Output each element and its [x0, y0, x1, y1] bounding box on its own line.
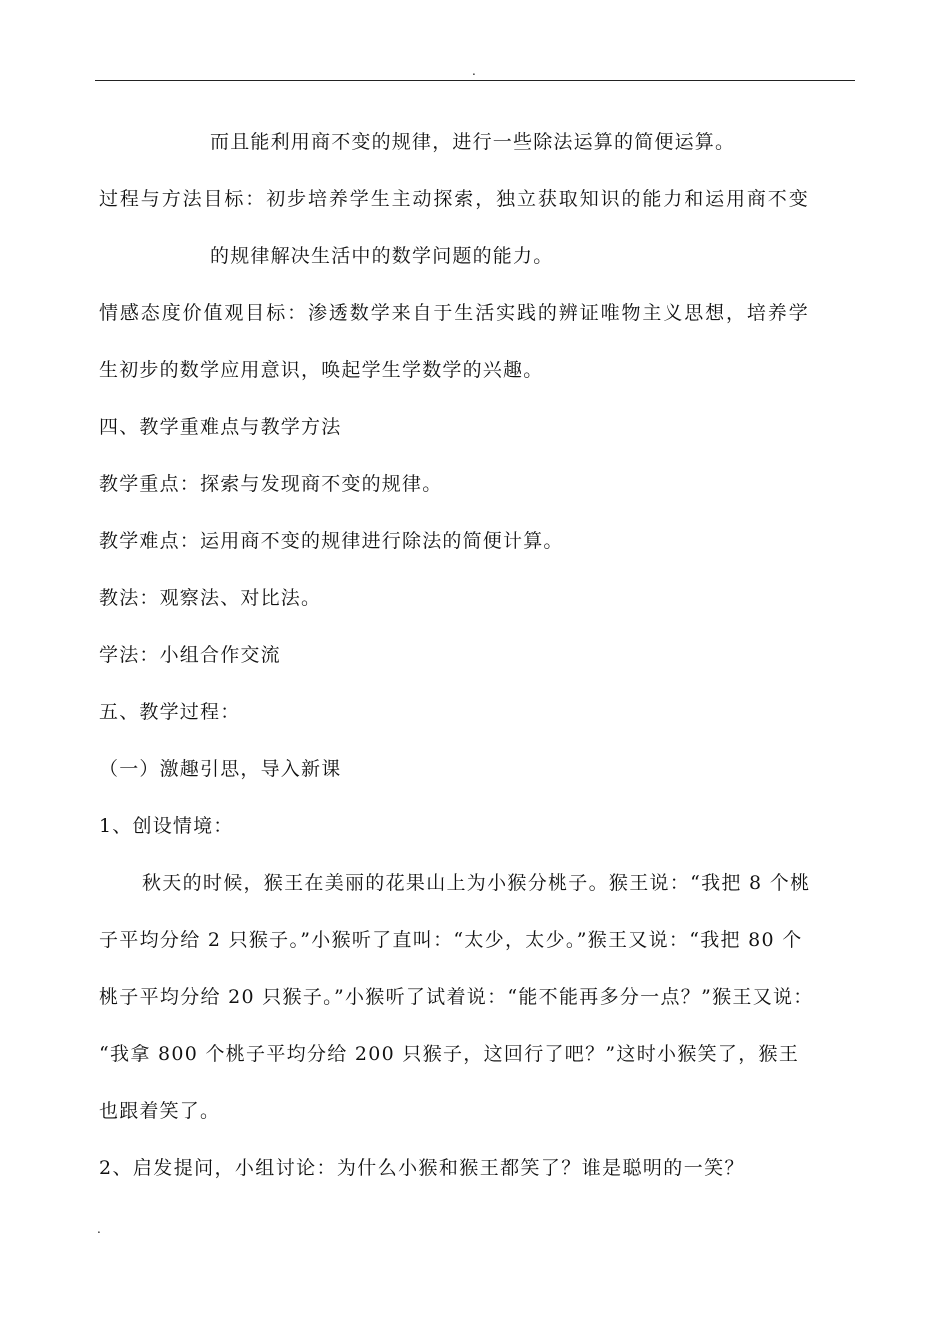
text-line: 也跟着笑了。: [99, 1100, 221, 1122]
subsection-heading: （一）激趣引思，导入新课: [99, 758, 342, 780]
text-line: 1、创设情境：: [99, 815, 234, 837]
section-heading: 四、教学重难点与教学方法: [99, 416, 342, 438]
text-line: 桃子平均分给 20 只猴子。”小猴听了试着说：“能不能再多分一点？”猴王又说：: [99, 986, 814, 1008]
text-line: 过程与方法目标：初步培养学生主动探索，独立获取知识的能力和运用商不变: [99, 188, 810, 210]
header-dot: .: [472, 64, 476, 78]
text-line: 情感态度价值观目标：渗透数学来自于生活实践的辨证唯物主义思想，培养学: [99, 302, 810, 324]
text-line: 2、启发提问，小组讨论：为什么小猴和猴王都笑了？谁是聪明的一笑？: [99, 1157, 745, 1179]
text-line: 教学难点：运用商不变的规律进行除法的简便计算。: [99, 530, 564, 552]
text-line: 学法：小组合作交流: [99, 644, 281, 666]
text-line: 秋天的时候，猴王在美丽的花果山上为小猴分桃子。猴王说：“我把 8 个桃: [142, 872, 811, 894]
text-line: 子平均分给 2 只猴子。”小猴听了直叫：“太少，太少。”猴王又说：“我把 80 个: [99, 929, 803, 951]
text-line: 生初步的数学应用意识，唤起学生学数学的兴趣。: [99, 359, 544, 381]
text-line: 而且能利用商不变的规律，进行一些除法运算的简便运算。: [210, 131, 736, 153]
footer-dot: .: [97, 1222, 101, 1236]
header-rule: [95, 80, 855, 81]
section-heading: 五、教学过程：: [99, 701, 241, 723]
text-line: 教学重点：探索与发现商不变的规律。: [99, 473, 443, 495]
text-line: 的规律解决生活中的数学问题的能力。: [210, 245, 554, 267]
text-line: “我拿 800 个桃子平均分给 200 只猴子，这回行了吧？”这时小猴笑了，猴王: [99, 1043, 800, 1065]
text-line: 教法：观察法、对比法。: [99, 587, 322, 609]
